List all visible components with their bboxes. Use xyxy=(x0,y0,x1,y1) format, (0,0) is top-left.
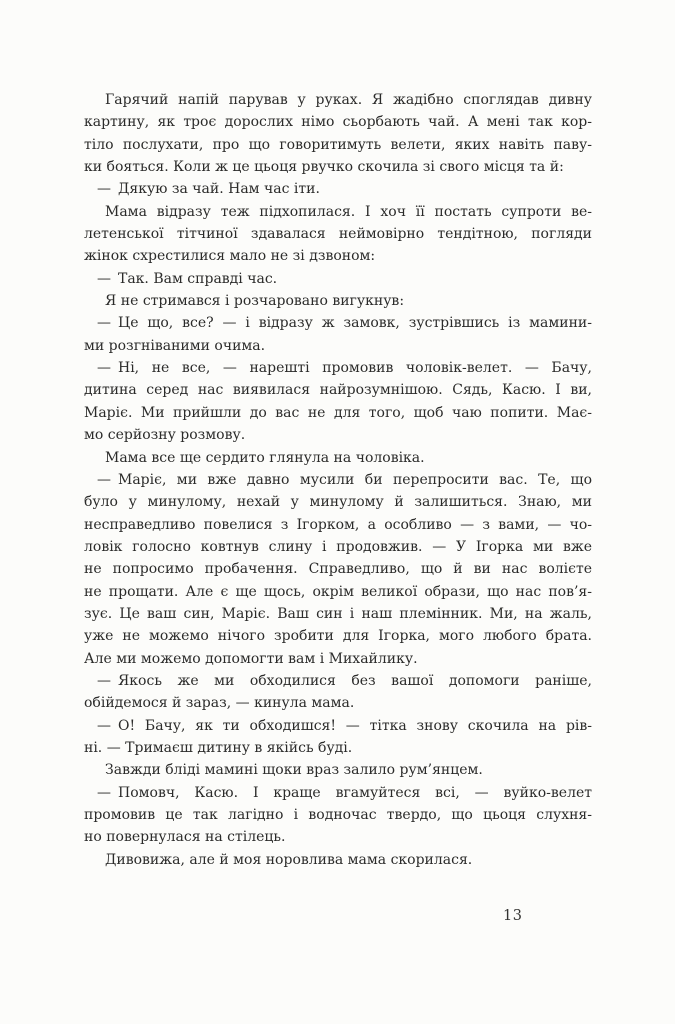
text-line: Але ми можемо допомогти вам і Михайлику. xyxy=(84,650,418,667)
text-line: — Якось же ми обходилися без вашої допомоги раніше, xyxy=(97,672,592,689)
text-line: мо серйозну розмову. xyxy=(84,427,246,444)
text-line: уже не можемо нічого зробити для Ігорка, мого любого брата. xyxy=(84,628,592,645)
text-line: не попросимо пробачення. Справедливо, що й ви нас волієте xyxy=(84,561,592,578)
paragraph xyxy=(84,290,592,312)
text-line: Мама все ще сердито глянула на чоловіка. xyxy=(105,449,425,466)
text-line: було у минулому, нехай у минулому й залишиться. Знаю, ми xyxy=(84,494,592,511)
text-line: но повернулася на стілець. xyxy=(84,829,286,846)
body-text xyxy=(84,89,592,871)
text-line: — Це що, все? — і відразу ж замовк, зустрівшись із мамини- xyxy=(97,315,592,332)
text-line: обійдемося й зараз, — кинула мама. xyxy=(84,695,355,712)
text-line: — Ні, не все, — нарешті промовив чоловік-велет. — Бачу, xyxy=(97,360,592,377)
text-line: — Дякую за чай. Нам час іти. xyxy=(97,181,320,198)
text-line: промовив це так лагідно і водночас твердо, що цьоця слухня- xyxy=(84,807,592,823)
paragraph xyxy=(84,89,592,178)
text-line: — Так. Вам справді час. xyxy=(97,270,278,287)
text-line: — Маріє, ми вже давно мусили би перепросити вас. Те, що xyxy=(97,471,592,488)
text-line: ні. — Тримаєш дитину в якійсь буді. xyxy=(84,739,353,756)
text-line: картину, як троє дорослих німо сьорбають чай. А мені так кор- xyxy=(84,114,592,131)
paragraph xyxy=(84,715,592,760)
paragraph xyxy=(84,447,592,469)
text-line: Гарячий напій парував у руках. Я жадібно споглядав дивну xyxy=(105,92,592,108)
text-line: несправедливо повелися з Ігорком, а особливо — з вами, — чо- xyxy=(84,516,592,533)
text-line: тіло послухати, про що говоритимуть велети, яких навіть паву- xyxy=(84,136,592,153)
page-number: 13 xyxy=(503,908,523,924)
text-line: Завжди бліді мамині щоки враз залило рум’янцем. xyxy=(105,762,483,779)
text-line: зує. Це ваш син, Маріє. Ваш син і наш племінник. Ми, на жаль, xyxy=(84,605,592,622)
text-line: — Помовч, Касю. І краще вгамуйтеся всі, — вуйко-велет xyxy=(97,784,592,801)
paragraph xyxy=(84,268,592,290)
paragraph xyxy=(84,759,592,781)
paragraph xyxy=(84,178,592,200)
text-line: не прощати. Але є ще щось, окрім великої образи, що нас пов’я- xyxy=(84,583,592,600)
text-line: — О! Бачу, як ти обходишся! — тітка знову скочила на рів- xyxy=(97,717,592,734)
paragraph xyxy=(84,849,592,871)
paragraph xyxy=(84,357,592,446)
paragraph xyxy=(84,312,592,357)
paragraph xyxy=(84,670,592,715)
text-line: ки бояться. Коли ж це цьоця рвучко скочила зі свого місця та й: xyxy=(84,159,564,176)
text-line: ловік голосно ковтнув слину і продовжив. — У Ігорка ми вже xyxy=(84,538,592,555)
text-line: Маріє. Ми прийшли до вас не для того, щоб чаю попити. Має- xyxy=(84,404,592,421)
text-line: Мама відразу теж підхопилася. І хоч її постать супроти ве- xyxy=(105,203,592,220)
paragraph xyxy=(84,782,592,849)
paragraph xyxy=(84,469,592,670)
text-line: ми розгніваними очима. xyxy=(84,337,266,354)
text-line: жінок схрестилися мало не зі дзвоном: xyxy=(84,248,376,265)
text-line: Дивовижа, але й моя норовлива мама скорилася. xyxy=(105,851,473,868)
text-line: Я не стримався і розчаровано вигукнув: xyxy=(105,293,405,310)
paragraph xyxy=(84,201,592,268)
text-line: летенської тітчиної здавалася неймовірно тендітною, погляди xyxy=(84,226,592,243)
text-line: дитина серед нас виявилася найрозумнішою. Сядь, Касю. І ви, xyxy=(84,382,592,399)
